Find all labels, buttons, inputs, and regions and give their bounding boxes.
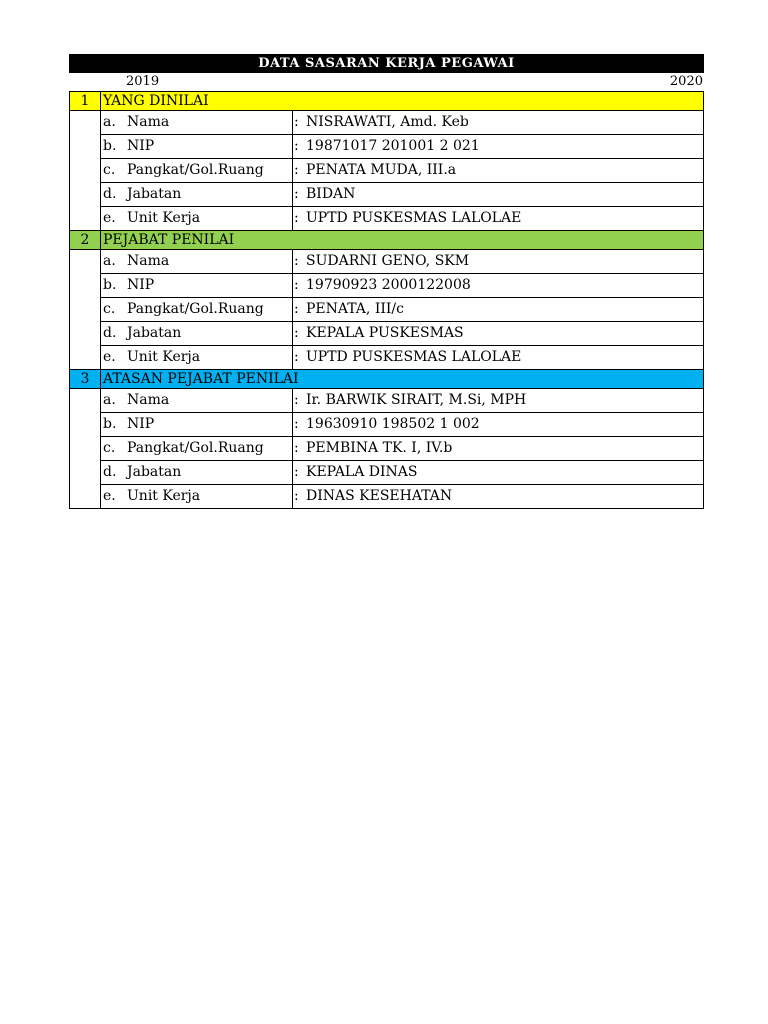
empty-number-cell (70, 207, 101, 231)
field-label: NIP (127, 138, 155, 154)
field-value: PEMBINA TK. I, IV.b (306, 440, 453, 456)
separator-colon: : (294, 210, 299, 226)
sheet (69, 54, 704, 509)
separator-colon: : (294, 464, 299, 480)
section-title: YANG DINILAI (101, 92, 704, 111)
section-number: 2 (70, 231, 101, 250)
field-label-cell (101, 389, 293, 413)
field-label-cell (101, 485, 293, 509)
separator-colon: : (294, 253, 299, 269)
field-label: NIP (127, 416, 155, 432)
section-number: 1 (70, 92, 101, 111)
field-label-cell (101, 250, 293, 274)
field-value-cell (293, 111, 704, 135)
field-value: KEPALA PUSKESMAS (306, 325, 464, 341)
field-value-cell (293, 250, 704, 274)
field-value-cell (293, 389, 704, 413)
field-value: 19630910 198502 1 002 (306, 416, 480, 432)
field-value: Ir. BARWIK SIRAIT, M.Si, MPH (306, 392, 527, 408)
table-row (70, 250, 704, 274)
field-letter: c. (103, 301, 116, 317)
field-letter: d. (103, 464, 117, 480)
table-row (70, 135, 704, 159)
table-row (70, 461, 704, 485)
year-row (69, 73, 704, 91)
field-letter: b. (103, 416, 117, 432)
field-label: Jabatan (127, 325, 182, 341)
table-row (70, 298, 704, 322)
field-label-cell (101, 346, 293, 370)
field-label: NIP (127, 277, 155, 293)
field-label: Nama (127, 392, 170, 408)
field-value: NISRAWATI, Amd. Keb (306, 114, 469, 130)
field-value-cell (293, 135, 704, 159)
table-row (70, 159, 704, 183)
field-value-cell (293, 183, 704, 207)
field-value: KEPALA DINAS (306, 464, 418, 480)
field-label: Pangkat/Gol.Ruang (127, 301, 264, 317)
field-label-cell (101, 274, 293, 298)
separator-colon: : (294, 488, 299, 504)
separator-colon: : (294, 277, 299, 293)
separator-colon: : (294, 162, 299, 178)
field-letter: c. (103, 440, 116, 456)
field-letter: e. (103, 488, 116, 504)
field-value: SUDARNI GENO, SKM (306, 253, 470, 269)
empty-number-cell (70, 111, 101, 135)
field-value: PENATA, III/c (306, 301, 404, 317)
year-end: 2020 (669, 74, 703, 89)
separator-colon: : (294, 325, 299, 341)
field-value-cell (293, 485, 704, 509)
field-label-cell (101, 322, 293, 346)
empty-number-cell (70, 322, 101, 346)
field-letter: c. (103, 162, 116, 178)
separator-colon: : (294, 440, 299, 456)
separator-colon: : (294, 138, 299, 154)
empty-number-cell (70, 159, 101, 183)
field-letter: a. (103, 392, 116, 408)
section-header (70, 92, 704, 111)
empty-number-cell (70, 250, 101, 274)
field-label-cell (101, 437, 293, 461)
field-label-cell (101, 207, 293, 231)
field-label: Jabatan (127, 464, 182, 480)
section-title: ATASAN PEJABAT PENILAI (101, 370, 704, 389)
empty-number-cell (70, 413, 101, 437)
field-value-cell (293, 346, 704, 370)
table-row (70, 389, 704, 413)
field-value-cell (293, 461, 704, 485)
separator-colon: : (294, 349, 299, 365)
field-letter: a. (103, 253, 116, 269)
field-value: UPTD PUSKESMAS LALOLAE (306, 210, 522, 226)
field-letter: b. (103, 277, 117, 293)
table-row (70, 437, 704, 461)
table-row (70, 346, 704, 370)
separator-colon: : (294, 392, 299, 408)
empty-number-cell (70, 389, 101, 413)
field-value: 19871017 201001 2 021 (306, 138, 480, 154)
table-row (70, 413, 704, 437)
field-label-cell (101, 111, 293, 135)
field-value-cell (293, 437, 704, 461)
section-number: 3 (70, 370, 101, 389)
field-letter: e. (103, 210, 116, 226)
empty-number-cell (70, 437, 101, 461)
section-header (70, 231, 704, 250)
field-letter: b. (103, 138, 117, 154)
field-value: 19790923 2000122008 (306, 277, 471, 293)
field-label: Jabatan (127, 186, 182, 202)
field-value: PENATA MUDA, III.a (306, 162, 457, 178)
empty-number-cell (70, 183, 101, 207)
field-label: Unit Kerja (127, 488, 201, 504)
field-label: Nama (127, 253, 170, 269)
section-header (70, 370, 704, 389)
table-row (70, 274, 704, 298)
field-label-cell (101, 135, 293, 159)
separator-colon: : (294, 301, 299, 317)
field-value-cell (293, 298, 704, 322)
empty-number-cell (70, 135, 101, 159)
field-label-cell (101, 159, 293, 183)
field-letter: d. (103, 325, 117, 341)
field-value-cell (293, 207, 704, 231)
empty-number-cell (70, 461, 101, 485)
field-letter: e. (103, 349, 116, 365)
field-label: Pangkat/Gol.Ruang (127, 162, 264, 178)
field-label: Pangkat/Gol.Ruang (127, 440, 264, 456)
field-value: BIDAN (306, 186, 356, 202)
field-label-cell (101, 461, 293, 485)
table-row (70, 485, 704, 509)
year-start: 2019 (126, 74, 160, 89)
field-value: UPTD PUSKESMAS LALOLAE (306, 349, 522, 365)
field-label-cell (101, 183, 293, 207)
field-letter: a. (103, 114, 116, 130)
field-value-cell (293, 322, 704, 346)
table-row (70, 207, 704, 231)
section-title: PEJABAT PENILAI (101, 231, 704, 250)
page-title: DATA SASARAN KERJA PEGAWAI (69, 54, 704, 73)
empty-number-cell (70, 274, 101, 298)
data-table (69, 91, 704, 509)
separator-colon: : (294, 114, 299, 130)
field-label: Unit Kerja (127, 349, 201, 365)
separator-colon: : (294, 186, 299, 202)
field-letter: d. (103, 186, 117, 202)
field-label: Nama (127, 114, 170, 130)
separator-colon: : (294, 416, 299, 432)
empty-number-cell (70, 485, 101, 509)
field-label-cell (101, 298, 293, 322)
field-value: DINAS KESEHATAN (306, 488, 453, 504)
field-label-cell (101, 413, 293, 437)
field-label: Unit Kerja (127, 210, 201, 226)
table-row (70, 111, 704, 135)
field-value-cell (293, 159, 704, 183)
empty-number-cell (70, 346, 101, 370)
empty-number-cell (70, 298, 101, 322)
field-value-cell (293, 413, 704, 437)
table-row (70, 183, 704, 207)
table-row (70, 322, 704, 346)
field-value-cell (293, 274, 704, 298)
